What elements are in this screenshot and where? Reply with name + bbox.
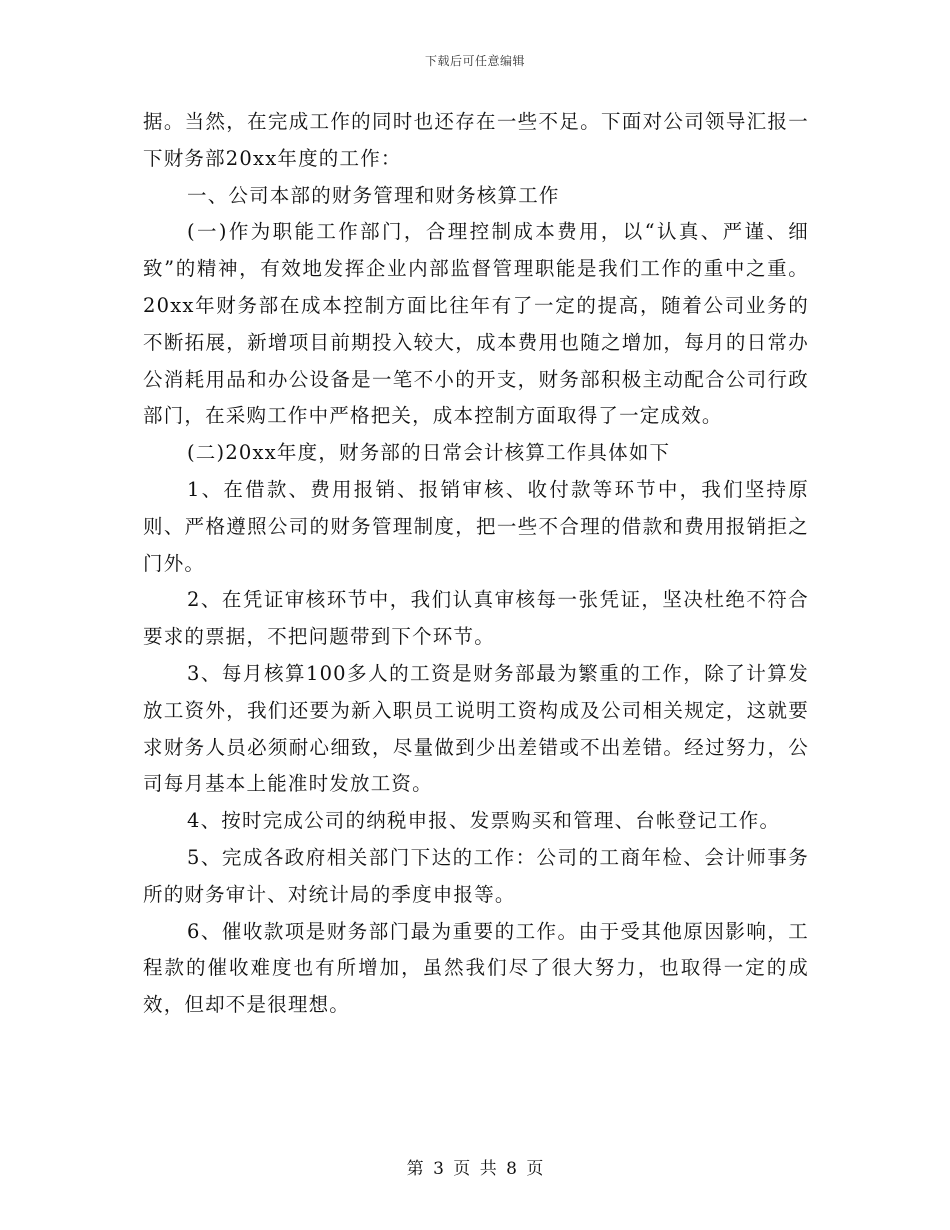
subsection-1-paragraph: (一)作为职能工作部门，合理控制成本费用，以“认真、严谨、细致”的精神，有效地发挥企业内部监督管理职能是我们工作的重中之重。20xx年财务部在成本控制方面比往年有了一定的提高，随着公司业务的不断拓展，新增项目前期投入较大，成本费用也随之增加，每月的日常办公消耗用品和办公设备是一笔不小的开支，财务部积极主动配合公司行政部门，在采购工作中严格把关，成本控制方面取得了一定成效。	[143, 220, 809, 428]
list-item-1: 1、在借款、费用报销、报销审核、收付款等环节中，我们坚持原则、严格遵照公司的财务管理制度，把一些不合理的借款和费用报销拒之门外。	[143, 477, 809, 575]
page-number-footer: 第 3 页 共 8 页	[406, 1159, 544, 1179]
page-header-note: 下载后可任意编辑	[424, 54, 525, 68]
list-item-2: 2、在凭证审核环节中，我们认真审核每一张凭证，坚决杜绝不符合要求的票据，不把问题带到下个环节。	[143, 588, 809, 649]
paragraph-continuation: 据。当然，在完成工作的同时也还存在一些不足。下面对公司领导汇报一下财务部20xx年度的工作：	[143, 110, 809, 170]
list-item-5: 5、完成各政府相关部门下达的工作：公司的工商年检、会计师事务所的财务审计、对统计局的季度申报等。	[143, 845, 809, 906]
document-body	[143, 104, 809, 1024]
list-item-3: 3、每月核算100多人的工资是财务部最为繁重的工作，除了计算发放工资外，我们还要为新入职员工说明工资构成及公司相关规定，这就要求财务人员必须耐心细致，尽量做到少出差错或不出差错。经过努力，公司每月基本上能准时发放工资。	[143, 661, 809, 796]
list-item-4: 4、按时完成公司的纳税申报、发票购买和管理、台帐登记工作。	[187, 809, 781, 833]
subsection-2-heading: (二)20xx年度，财务部的日常会计核算工作具体如下	[187, 441, 671, 465]
list-item-6: 6、催收款项是财务部门最为重要的工作。由于受其他原因影响，工程款的催收难度也有所增加，虽然我们尽了很大努力，也取得一定的成效，但却不是很理想。	[143, 919, 809, 1017]
section-heading-1: 一、公司本部的财务管理和财务核算工作	[187, 183, 560, 207]
